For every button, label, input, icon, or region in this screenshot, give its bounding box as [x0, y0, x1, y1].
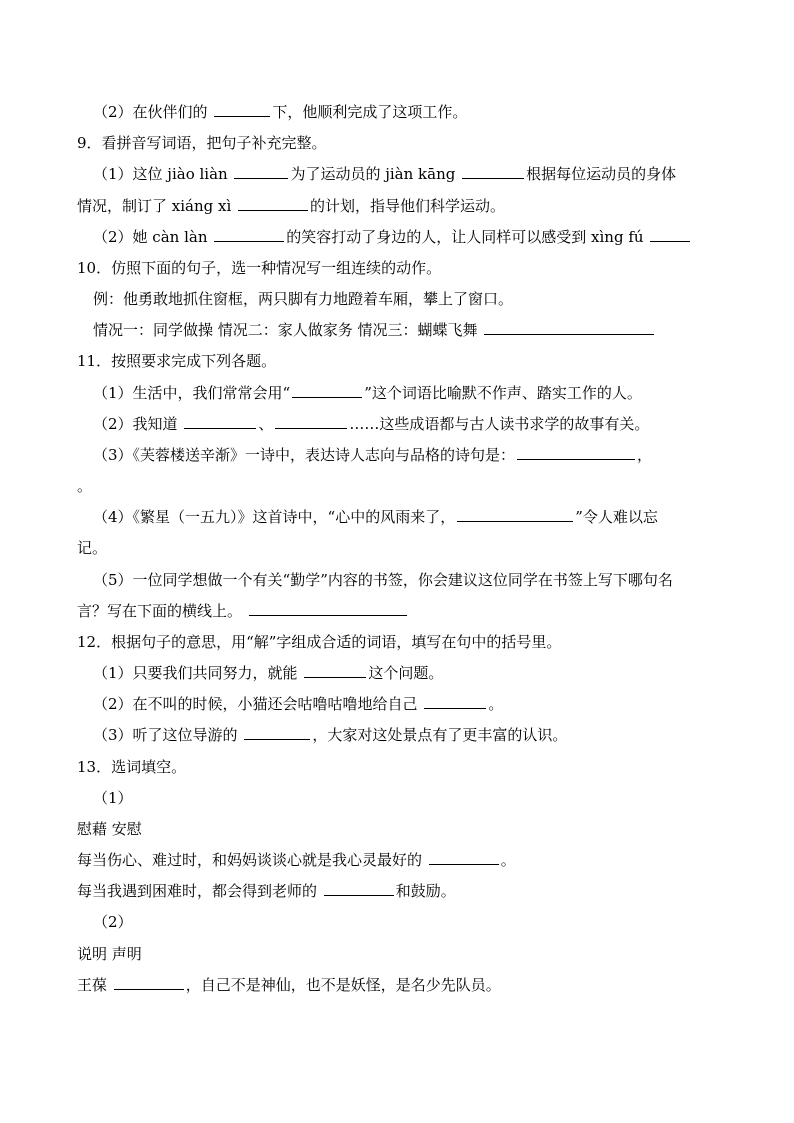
q11-item2: （2）我知道 、 ……这些成语都与古人读书求学的故事有关。: [93, 415, 650, 433]
q13-part1-sentence2: 每当我遇到困难时，都会得到老师的 和鼓励。: [77, 882, 456, 900]
answer-blank[interactable]: [304, 663, 366, 678]
answer-blank[interactable]: [429, 850, 499, 865]
q11-item1: （1）生活中，我们常常会用“ ”这个词语比喻默不作声、踏实工作的人。: [93, 384, 642, 402]
answer-blank[interactable]: [517, 445, 635, 460]
q11-item3: （3）《芙蓉楼送辛渐》一诗中，表达诗人志向与品格的诗句是： ，: [93, 446, 653, 464]
answer-blank[interactable]: [244, 725, 310, 740]
answer-blank[interactable]: [249, 601, 407, 616]
answer-blank[interactable]: [650, 227, 690, 242]
q13-part2-words: 说明 声明: [77, 945, 142, 963]
q9-item1-cont: 情况，制订了 xiáng xì 的计划，指导他们科学运动。: [77, 197, 506, 215]
answer-blank[interactable]: [324, 881, 394, 896]
q13-heading: 13．选词填空。: [77, 758, 187, 776]
q10-options: 情况一：同学做操 情况二：家人做家务 情况三：蝴蝶飞舞: [93, 320, 656, 340]
answer-blank[interactable]: [214, 102, 270, 117]
q11-item3-cont: 。: [77, 477, 93, 495]
q13-part1-label: （1）: [93, 789, 133, 807]
q11-item4: （4）《繁星（一五九）》这首诗中，“心中的风雨来了， ”令人难以忘: [93, 508, 658, 526]
q13-part1-words: 慰藉 安慰: [77, 820, 142, 838]
answer-blank[interactable]: [234, 164, 288, 179]
q11-item4-cont: 记。: [77, 539, 108, 557]
q12-item2: （2）在不叫的时候，小猫还会咕噜咕噜地给自己 。: [93, 695, 504, 713]
answer-blank[interactable]: [184, 414, 256, 429]
answer-blank[interactable]: [484, 320, 654, 335]
q9-item1: （1）这位 jiào liàn 为了运动员的 jiàn kāng 根据每位运动员的身体: [93, 165, 677, 183]
q9-heading: 9．看拼音写词语，把句子补充完整。: [77, 134, 327, 152]
q11-item5-cont: 言？写在下面的横线上。: [77, 601, 409, 621]
q13-part1-sentence1: 每当伤心、难过时，和妈妈谈谈心就是我心灵最好的 。: [77, 851, 516, 869]
q12-item3: （3）听了这位导游的 ，大家对这处景点有了更丰富的认识。: [93, 726, 568, 744]
answer-blank[interactable]: [292, 383, 362, 398]
answer-blank[interactable]: [457, 507, 573, 522]
answer-blank[interactable]: [114, 975, 184, 990]
answer-blank[interactable]: [238, 196, 308, 211]
q12-heading: 12．根据句子的意思，用“解”字组成合适的词语，填写在句中的括号里。: [77, 633, 562, 651]
q11-item5: （5）一位同学想做一个有关“勤学”内容的书签，你会建议这位同学在书签上写下哪句名: [93, 571, 673, 589]
q8-item2: （2）在伙伴们的 下，他顺利完成了这项工作。: [93, 103, 468, 121]
q13-part2-sentence: 王葆 ，自己不是神仙，也不是妖怪，是名少先队员。: [77, 976, 501, 994]
q10-heading: 10．仿照下面的句子，选一种情况写一组连续的动作。: [77, 259, 442, 277]
q13-part2-label: （2）: [93, 913, 133, 931]
answer-blank[interactable]: [214, 227, 284, 242]
q10-example: 例：他勇敢地抓住窗框，两只脚有力地蹬着车厢，攀上了窗口。: [93, 290, 514, 308]
answer-blank[interactable]: [462, 164, 524, 179]
q11-heading: 11．按照要求完成下列各题。: [77, 352, 277, 370]
answer-blank[interactable]: [424, 694, 486, 709]
answer-blank[interactable]: [275, 414, 347, 429]
q12-item1: （1）只要我们共同努力，就能 这个问题。: [93, 664, 444, 682]
q9-item2: （2）她 càn làn 的笑容打动了身边的人，让人同样可以感受到 xìng fú: [93, 227, 692, 247]
